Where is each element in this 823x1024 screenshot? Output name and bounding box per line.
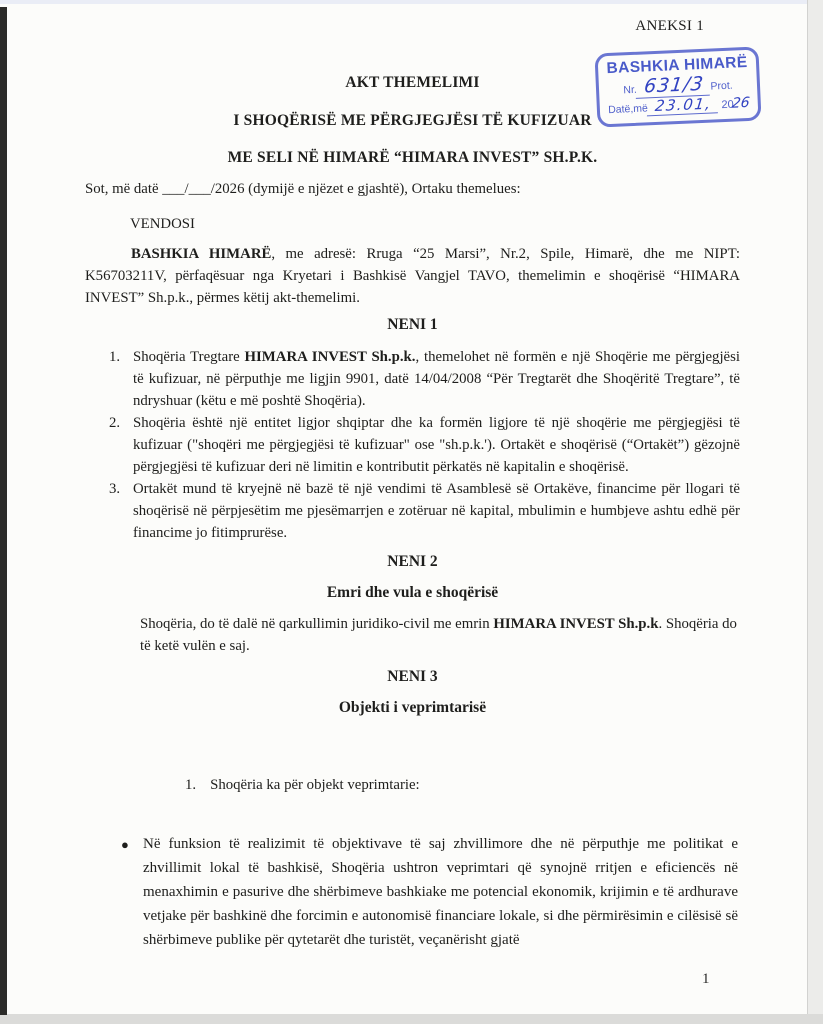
stamp-date-label: Datë,më (607, 102, 649, 116)
list-item-1 (85, 346, 740, 412)
list-item-2-text: Shoqëria është një entitet ligjor shqiptar dhe ka formën ligjore të një shoqërie me përgjegjësi të kufizuar ("shoqëri me përgjegjësi të kufizuar" ose "sh.p.k.'). Ortakët e shoqërisë (“Ortakët”) gëzojnë përgjegjësi të kufizuar deri në limitin e kontributit përkatës në kapitalin e shoqërisë. (133, 415, 740, 475)
article-2-subheading: Emri dhe vula e shoqërisë (326, 584, 499, 601)
stamp-year-handwritten: 26 (730, 94, 751, 112)
official-stamp (594, 46, 761, 127)
object-intro-line (185, 774, 740, 796)
object-intro-number: 1. (185, 777, 197, 793)
stamp-nr-label: Nr. (623, 83, 638, 97)
article-1-list (85, 346, 740, 544)
stamp-prot-label: Prot. (710, 79, 733, 93)
document-subtitle-1: I SHOQËRISË ME PËRGJEGJËSI TË KUFIZUAR (233, 112, 592, 129)
decision-word: VENDOSI (130, 216, 195, 232)
list-item-1-text-pre: Shoqëria Tregtare (133, 349, 245, 365)
stamp-nr-handwritten-value: 631/3 (636, 75, 712, 99)
article-2-text-pre: Shoqëria, do të dalë në qarkullimin juridiko-civil me emrin (140, 616, 494, 632)
list-item-1-number: 1. (109, 349, 121, 365)
article-2-company-name: HIMARA INVEST Sh.p.k (493, 616, 659, 632)
founder-paragraph (85, 243, 740, 309)
list-item-3-number: 3. (109, 481, 121, 497)
object-bullet-text: Në funksion të realizimit të objektivave të saj zhvillimore dhe në përputhje me politikat e zhvillimit lokal të bashkisë, Shoqëria ushtron veprimtari që synojnë rritjen e eficiencës në menaxhimin e pasurive dhe shërbimeve bashkiake me potencial ekonomik, krijimin e të ardhurave vetjake për bashkinë dhe forcimin e autonomisë financiare lokale, si dhe përmirësimin e cilësisë së shërbimeve publike për qytetarët dhe turistët, veçanërisht gjatë (143, 836, 738, 948)
document-content (85, 0, 740, 952)
date-line: Sot, më datë ___/___/2026 (dymijë e njëzet e gjashtë), Ortaku themelues: (85, 181, 521, 197)
annex-label: ANEKSI 1 (635, 18, 704, 34)
stamp-municipality: BASHKIA HIMARË (606, 53, 748, 78)
list-item-3 (85, 478, 740, 544)
founder-paragraph-text: , me adresë: Rruga “25 Marsi”, Nr.2, Spile, Himarë, dhe me NIPT: K56703211V, përfaqësuar nga Kryetari i Bashkisë Vangjel TAVO, themelimin e shoqërisë “HIMARA INVEST” Sh.p.k., përmes këtij akt-themelimi. (85, 246, 740, 306)
stamp-date-handwritten-value: 23.01, (647, 96, 720, 116)
list-item-1-text-post: , themelohet në formën e një Shoqërie me përgjegjësi të kufizuar, në përputhje me ligjin 9901, datë 14/04/2008 “Për Tregtarët dhe Shoqëritë Tregtare”, të ndryshuar (këtu e më poshtë Shoqëria). (133, 349, 740, 409)
article-2-paragraph (140, 613, 740, 657)
page-number: 1 (702, 971, 710, 987)
scan-edge-right (807, 0, 823, 1024)
list-item-1-company-name: HIMARA INVEST Sh.p.k. (244, 349, 416, 365)
article-2-heading: NENI 2 (387, 553, 438, 570)
article-2-text-post: . Shoqëria do të ketë vulën e saj. (140, 616, 737, 654)
article-3-subheading: Objekti i veprimtarisë (338, 699, 487, 716)
list-item-3-text: Ortakët mund të kryejnë në bazë të një vendimi të Asamblesë së Ortakëve, financime për llogari të shoqërisë në përpjesëtim me pjesëmarrjen e zotëruar në kapital, mbulimin e humbjeve ashtu edhë për financime jo fitimprurëse. (133, 481, 740, 541)
scan-edge-bottom (0, 1014, 823, 1024)
article-3-heading: NENI 3 (387, 668, 438, 685)
object-bullet-item (85, 832, 740, 952)
article-1-heading: NENI 1 (387, 316, 438, 333)
scan-edge-left (0, 7, 7, 1015)
bullet-icon: ● (121, 837, 129, 852)
document-subtitle-2: ME SELI NË HIMARË “HIMARA INVEST” SH.P.K. (227, 149, 598, 166)
stamp-year-printed: 20 (721, 98, 734, 112)
list-item-2-number: 2. (109, 415, 121, 431)
object-intro-text: Shoqëria ka për objekt veprimtarie: (210, 777, 420, 793)
founder-name: BASHKIA HIMARË (131, 246, 272, 262)
list-item-2 (85, 412, 740, 478)
document-title: AKT THEMELIMI (345, 74, 480, 91)
